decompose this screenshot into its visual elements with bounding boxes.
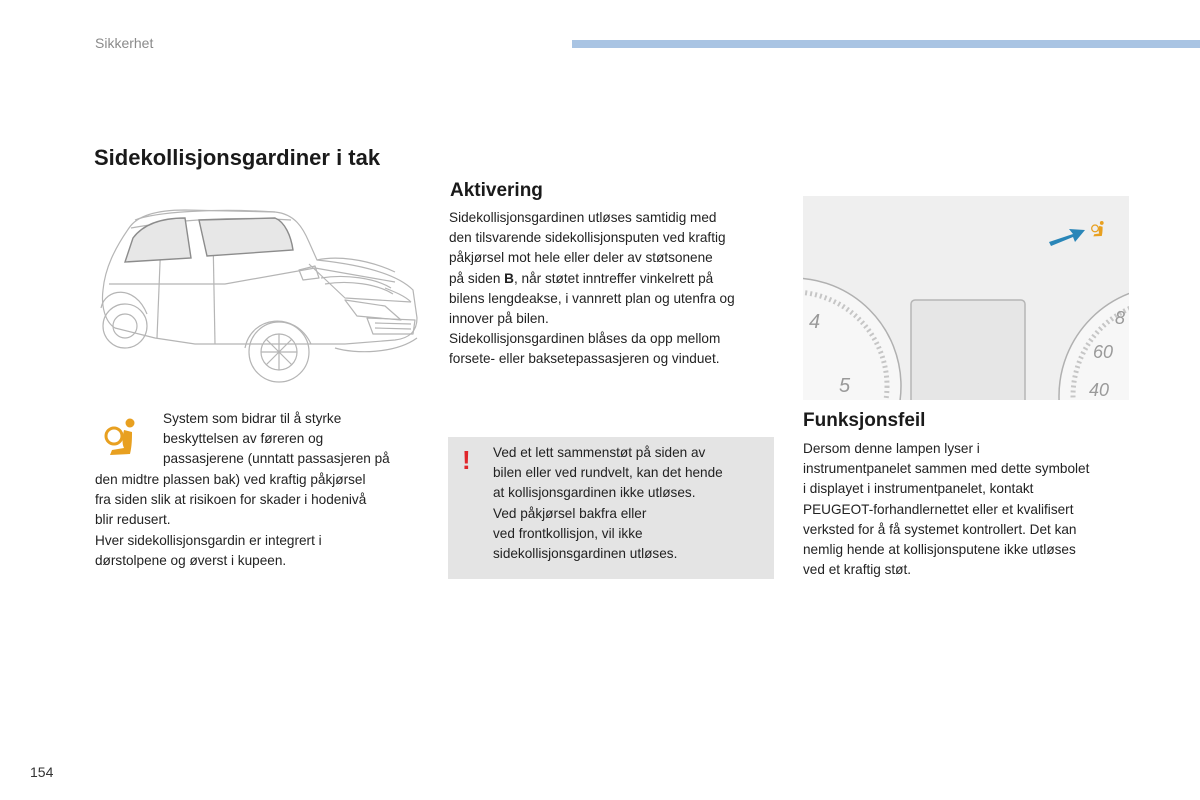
- text-line: System som bidrar til å styrke: [163, 411, 342, 426]
- malfunction-heading: Funksjonsfeil: [803, 410, 926, 431]
- text-line: Hver sidekollisjonsgardin er integrert i: [95, 532, 322, 548]
- text-line: Dersom denne lampen lyser i: [803, 441, 980, 456]
- car-illustration: [95, 198, 425, 390]
- text-line: beskyttelsen av føreren og: [163, 431, 324, 447]
- text-line: Sidekollisjonsgardinen utløses samtidig med: [449, 210, 717, 225]
- dial-number: 60: [1093, 342, 1114, 362]
- text-line: [449, 269, 784, 289]
- text-line: Sidekollisjonsgardinen blåses da opp mellom: [449, 331, 721, 347]
- text-line: den tilsvarende sidekollisjonsputen ved kraftig: [449, 230, 726, 246]
- text-line: forsete- eller baksetepassasjeren og vinduet.: [449, 351, 720, 367]
- text-line: Ved påkjørsel bakfra eller: [493, 505, 647, 521]
- text-line: i displayet i instrumentpanelet, kontakt: [803, 481, 1034, 497]
- dial-number: 4: [809, 311, 821, 333]
- text-line: innover på bilen.: [449, 311, 549, 327]
- malfunction-text: [803, 439, 1153, 580]
- text-line: verksted for å få systemet kontrollert. Det kan: [803, 521, 1077, 537]
- text-line: bilens lengdeakse, i vannrett plan og utenfra og: [449, 290, 735, 306]
- page-title: Sidekollisjonsgardiner i tak: [94, 145, 381, 170]
- activation-heading: Aktivering: [450, 180, 543, 201]
- dial-number: 5: [839, 375, 851, 397]
- header-accent-bar: [572, 40, 1200, 48]
- activation-text: [449, 208, 784, 370]
- text-line: at kollisjonsgardinen ikke utløses.: [493, 485, 696, 501]
- text-line: passasjerene (unntatt passasjeren på: [163, 451, 390, 467]
- text-line: PEUGEOT-forhandlernettet eller et kvalifisert: [803, 501, 1074, 517]
- instrument-panel-illustration: [803, 196, 1129, 400]
- airbag-warning-icon: [102, 416, 146, 458]
- text-span: på siden: [449, 270, 505, 286]
- text-line: instrumentpanelet sammen med dette symbolet: [803, 461, 1090, 477]
- warning-exclamation-icon: !: [462, 445, 471, 475]
- left-body-text: [95, 470, 435, 571]
- dial-number: 40: [1089, 380, 1110, 400]
- zone-letter: B: [504, 270, 514, 286]
- text-line: påkjørsel mot hele eller deler av støtsonene: [449, 250, 713, 266]
- text-line: den midtre plassen bak) ved kraftig påkjørsel: [95, 472, 366, 487]
- warning-text: [493, 443, 769, 564]
- text-line: ved frontkollisjon, vil ikke: [493, 525, 643, 541]
- text-line: dørstolpene og øverst i kupeen.: [95, 552, 287, 568]
- left-intro-text: [163, 409, 433, 470]
- section-label: Sikkerhet: [95, 35, 154, 51]
- text-line: sidekollisjonsgardinen utløses.: [493, 546, 678, 562]
- dial-number: 8: [1115, 308, 1126, 328]
- text-line: bilen eller ved rundvelt, kan det hende: [493, 465, 723, 481]
- text-line: blir redusert.: [95, 512, 171, 528]
- text-line: nemlig hende at kollisjonsputene ikke utløses: [803, 542, 1076, 558]
- text-line: ved et kraftig støt.: [803, 562, 912, 578]
- text-span: , når støtet inntreffer vinkelrett på: [514, 270, 714, 286]
- page-number: 154: [30, 764, 54, 780]
- text-line: fra siden slik at risikoen for skader i hodenivå: [95, 492, 367, 508]
- text-line: Ved et lett sammenstøt på siden av: [493, 445, 706, 460]
